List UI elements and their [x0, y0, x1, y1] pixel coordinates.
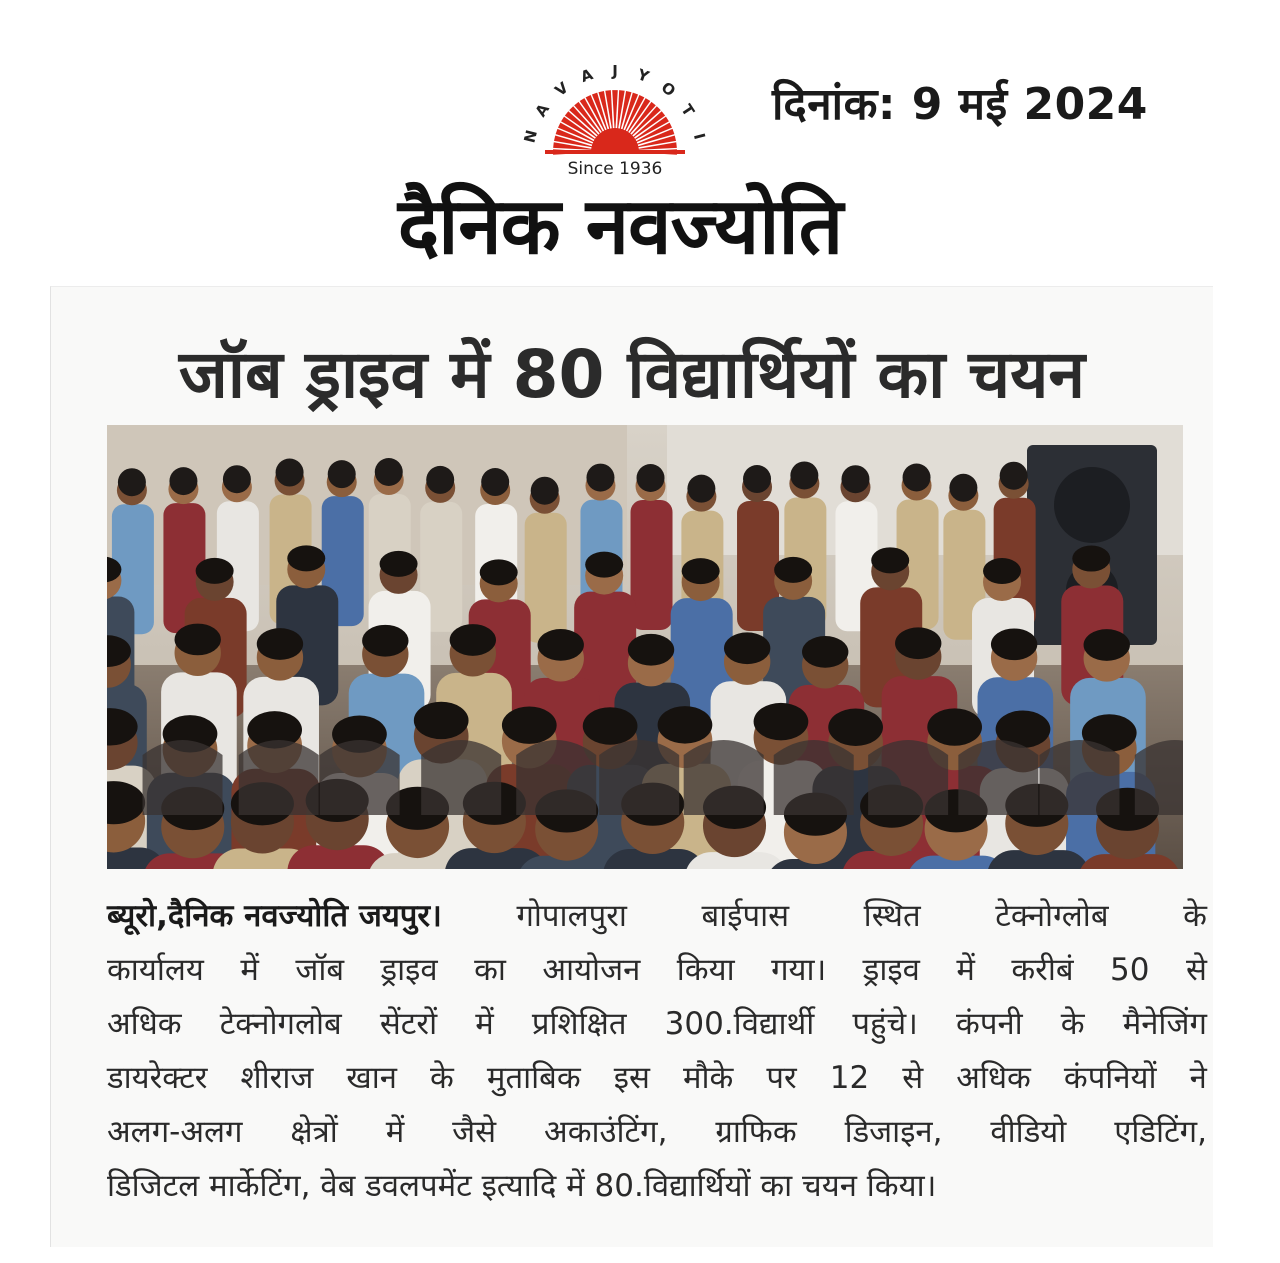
article-word: अकाउंटिंग, [544, 1114, 668, 1150]
article-word: वीडियो [990, 1114, 1067, 1150]
article-word: आयोजन [542, 952, 641, 988]
news-clipping [50, 286, 1213, 1247]
article-line [107, 889, 1207, 943]
article-word: कंपनी [956, 1006, 1023, 1042]
svg-text:J: J [612, 62, 618, 80]
article-word: ने [1189, 1060, 1207, 1096]
article-word: स्थित [863, 898, 921, 934]
article-word: से [902, 1060, 924, 1096]
article-word: जैसे [452, 1114, 497, 1150]
article-word: में [240, 952, 259, 988]
article-word: इस [613, 1060, 650, 1096]
article-word: 12 [829, 1060, 870, 1096]
svg-text:T: T [677, 101, 699, 120]
article-body [107, 889, 1207, 1213]
article-word: 50 [1110, 952, 1150, 988]
event-photo [107, 425, 1183, 869]
article-word: डायरेक्टर [107, 1060, 208, 1096]
article-word: के [1183, 898, 1207, 934]
event-photo-icon [107, 425, 1183, 869]
article-line [107, 1051, 1207, 1105]
article-line [107, 943, 1207, 997]
article-word: के [1060, 1006, 1085, 1042]
svg-text:A: A [578, 65, 596, 87]
svg-text:Y: Y [635, 65, 652, 86]
article-word: में [956, 952, 975, 988]
article-word: गोपालपुरा [516, 898, 627, 934]
svg-text:V: V [551, 78, 572, 100]
navajyoti-logo [510, 40, 730, 180]
article-word: सेंटरों [379, 1006, 438, 1042]
article-word: करीबं [1011, 952, 1074, 988]
article-word: खान [346, 1060, 397, 1096]
article-word: मैनेजिंग [1122, 1006, 1207, 1042]
article-word: गया। [771, 952, 827, 988]
article-headline: जॉब ड्राइव में 80 विद्यार्थियों का चयन [178, 336, 1086, 413]
article-word: में [475, 1006, 494, 1042]
article-word: टेक्नोग्लोब [995, 898, 1109, 934]
article-word: बाईपास [701, 898, 790, 934]
newspaper-masthead: दैनिक नवज्योति [397, 182, 843, 272]
article-word: डिजाइन, [844, 1114, 943, 1150]
article-word: क्षेत्रों [290, 1114, 338, 1150]
article-word: ड्राइव [380, 952, 438, 988]
article-word: कंपनियों [1063, 1060, 1157, 1096]
article-word: एडिटिंग, [1114, 1114, 1207, 1150]
article-word: अलग-अलग [107, 1114, 243, 1150]
svg-text:N: N [520, 128, 542, 145]
article-word: के [430, 1060, 454, 1096]
article-word: 300.विद्यार्थी [664, 1006, 815, 1042]
article-word: पहुंचे। [852, 1006, 918, 1042]
article-line [107, 997, 1207, 1051]
article-word: ग्राफिक [715, 1114, 797, 1150]
article-word: पर [766, 1060, 797, 1096]
article-word: कार्यालय [107, 952, 204, 988]
article-line [107, 1105, 1207, 1159]
article-word: टेक्नोगलोब [219, 1006, 342, 1042]
article-word: का [474, 952, 506, 988]
article-word: में [385, 1114, 405, 1150]
publication-date: दिनांक: 9 मई 2024 [772, 79, 1148, 130]
svg-text:O: O [657, 78, 679, 101]
article-word: से [1185, 952, 1207, 988]
article-word: मुताबिक [486, 1060, 581, 1096]
article-byline: ब्यूरो,दैनिक नवज्योति जयपुर। [107, 898, 442, 934]
svg-text:I: I [689, 131, 709, 142]
article-word: मौके [682, 1060, 734, 1096]
svg-text:A: A [531, 100, 554, 121]
article-word: अधिक [107, 1006, 182, 1042]
article-word: प्रशिक्षित [531, 1006, 627, 1042]
sunburst-logo-icon [545, 90, 685, 155]
logo-since: Since 1936 [567, 159, 663, 179]
article-word: जॉब [295, 952, 345, 988]
article-line [107, 1159, 1207, 1213]
article-word: शीराज [240, 1060, 314, 1096]
article-word: अधिक [956, 1060, 1031, 1096]
article-word: किया [676, 952, 735, 988]
article-word: डिजिटल मार्केटिंग, वेब डवलपमेंट इत्यादि में 80.विद्यार्थियों का चयन किया। [107, 1168, 937, 1204]
article-word: ड्राइव [862, 952, 920, 988]
